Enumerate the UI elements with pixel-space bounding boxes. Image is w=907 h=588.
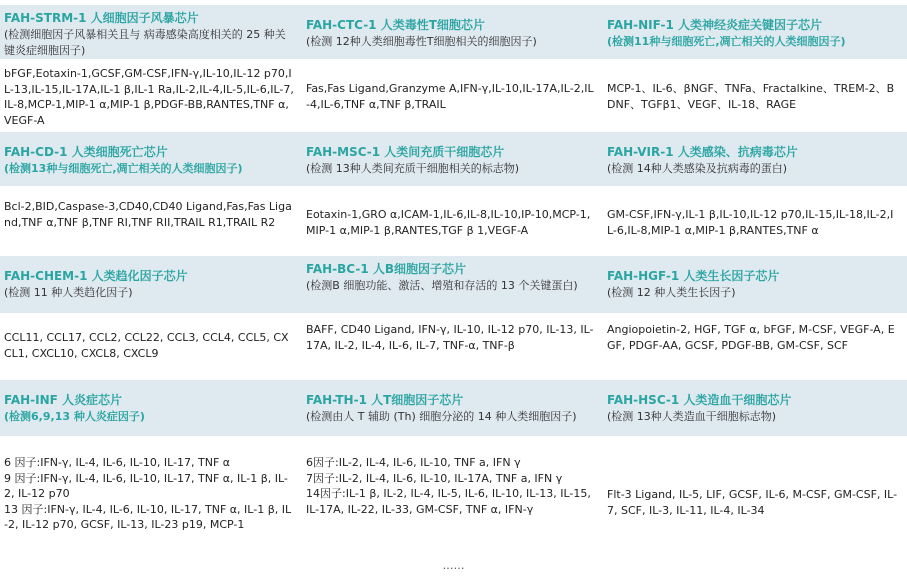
chip-header-cell bbox=[0, 256, 302, 313]
analyte-list bbox=[603, 313, 907, 380]
continuation-ellipsis: …… bbox=[442, 559, 465, 572]
analyte-line: Fas,Fas Ligand,Granzyme A,IFN-γ,IL-10,IL-17A,IL-2,IL-4,IL-6,TNF α,TNF β,TRAIL bbox=[306, 82, 594, 111]
analyte-list bbox=[603, 436, 907, 554]
chip-title: FAH-CHEM-1 人类趋化因子芯片 bbox=[4, 269, 188, 283]
chip-subtitle: (检测 14种人类感染及抗病毒的蛋白) bbox=[607, 162, 788, 175]
chip-header-cell bbox=[603, 132, 907, 186]
analyte-line: Eotaxin-1,GRO α,ICAM-1,IL-6,IL-8,IL-10,IP-10,MCP-1,MIP-1 α,MIP-1 β,RANTES,TGF β 1,VEGF-A bbox=[306, 208, 591, 237]
analyte-list bbox=[0, 59, 302, 132]
chip-title: FAH-CTC-1 人类毒性T细胞芯片 bbox=[306, 18, 485, 32]
analyte-line: 14因子:IL-1 β, IL-2, IL-4, IL-5, IL-6, IL-10, IL-13, IL-15, IL-17A, IL-22, IL-33, GM-CSF, TNF α, IFN-γ bbox=[306, 487, 591, 516]
analyte-line: BAFF, CD40 Ligand, IFN-γ, IL-10, IL-12 p70, IL-13, IL-17A, IL-2, IL-4, IL-6, IL-7, TNF-α, TNF-β bbox=[306, 323, 594, 352]
chip-title: FAH-STRM-1 人细胞因子风暴芯片 bbox=[4, 11, 199, 25]
chip-title: FAH-VIR-1 人类感染、抗病毒芯片 bbox=[607, 145, 798, 159]
analyte-list bbox=[302, 59, 603, 132]
analyte-line: 6因子:IL-2, IL-4, IL-6, IL-10, TNF a, IFN γ bbox=[306, 456, 521, 469]
chip-header-cell bbox=[0, 380, 302, 436]
chip-subtitle: (检测11种与细胞死亡,凋亡相关的人类细胞因子) bbox=[607, 35, 846, 48]
analyte-line: Flt-3 Ligand, IL-5, LIF, GCSF, IL-6, M-CSF, GM-CSF, IL-7, SCF, IL-3, IL-11, IL-4, IL-34 bbox=[607, 488, 898, 517]
analyte-list bbox=[0, 313, 302, 380]
analyte-line: 9 因子:IFN-γ, IL-4, IL-6, IL-10, IL-17, TNF α, IL-1 β, IL-2, IL-12 p70 bbox=[4, 471, 288, 501]
analyte-line: Angiopoietin-2, HGF, TGF α, bFGF, M-CSF, VEGF-A, EGF, PDGF-AA, GCSF, PDGF-BB, GM-CSF, SCF bbox=[607, 323, 895, 352]
chip-subtitle: (检测13种与细胞死亡,凋亡相关的人类细胞因子) bbox=[4, 162, 243, 175]
chip-subtitle: (检测 13种人类造血干细胞标志物) bbox=[607, 410, 777, 423]
chip-title: FAH-TH-1 人T细胞因子芯片 bbox=[306, 393, 464, 407]
chip-subtitle: (检测B 细胞功能、激活、增殖和存活的 13 个关键蛋白) bbox=[306, 279, 578, 292]
chip-header-cell bbox=[302, 5, 603, 59]
chip-title: FAH-MSC-1 人类间充质干细胞芯片 bbox=[306, 145, 505, 159]
analyte-line: GM-CSF,IFN-γ,IL-1 β,IL-10,IL-12 p70,IL-15,IL-18,IL-2,IL-6,IL-8,MIP-1 α,MIP-1 β,RANTES,TNF α bbox=[607, 208, 894, 237]
chip-header-cell bbox=[0, 132, 302, 186]
header-row bbox=[0, 256, 907, 313]
chip-title: FAH-HSC-1 人类造血干细胞芯片 bbox=[607, 393, 792, 407]
chip-title: FAH-NIF-1 人类神经炎症关键因子芯片 bbox=[607, 18, 822, 32]
chip-header-cell bbox=[302, 132, 603, 186]
analyte-list bbox=[0, 436, 302, 554]
chip-title: FAH-CD-1 人类细胞死亡芯片 bbox=[4, 145, 168, 159]
chip-header-cell bbox=[603, 5, 907, 59]
chip-subtitle: (检测 12种人类细胞毒性T细胞相关的细胞因子) bbox=[306, 35, 537, 48]
analyte-list bbox=[302, 436, 603, 554]
header-row bbox=[0, 5, 907, 59]
analyte-line: 7因子:IL-2, IL-4, IL-6, IL-10, IL-17A, TNF a, IFN γ bbox=[306, 471, 563, 485]
analyte-list bbox=[302, 313, 603, 380]
analyte-line: bFGF,Eotaxin-1,GCSF,GM-CSF,IFN-γ,IL-10,IL-12 p70,IL-13,IL-15,IL-17A,IL-1 β,IL-1 Ra,IL-2,IL-4,IL-5,IL-6,IL-7,IL-8,MCP-1,MIP-1 α,MIP-1 β,PDGF-BB,RANTES,TNF α,VEGF-A bbox=[4, 67, 294, 127]
chip-subtitle: (检测 13种人类间充质干细胞相关的标志物) bbox=[306, 162, 520, 175]
analyte-list bbox=[603, 59, 907, 132]
chip-header-cell bbox=[0, 5, 302, 59]
body-row bbox=[0, 313, 907, 380]
body-row bbox=[0, 436, 907, 554]
chip-subtitle: (检测 12 种人类生长因子) bbox=[607, 286, 736, 299]
analyte-line: CCL11, CCL17, CCL2, CCL22, CCL3, CCL4, CCL5, CXCL1, CXCL10, CXCL8, CXCL9 bbox=[4, 331, 289, 360]
chip-header-cell bbox=[603, 380, 907, 436]
analyte-line: 6 因子:IFN-γ, IL-4, IL-6, IL-10, IL-17, TNF α bbox=[4, 456, 231, 469]
chip-header-cell bbox=[603, 256, 907, 313]
chip-header-cell bbox=[302, 256, 603, 313]
analyte-line: 13 因子:IFN-γ, IL-4, IL-6, IL-10, IL-17, TNF α, IL-1 β, IL-2, IL-12 p70, GCSF, IL-13, IL-23 p19, MCP-1 bbox=[4, 502, 292, 532]
analyte-line: MCP-1、IL-6、βNGF、TNFa、Fractalkine、TREM-2、BDNF、TGFβ1、VEGF、IL-18、RAGE bbox=[607, 82, 895, 111]
body-row bbox=[0, 186, 907, 256]
body-row bbox=[0, 59, 907, 132]
chip-subtitle: (检测6,9,13 种人炎症因子) bbox=[4, 410, 145, 423]
chip-title: FAH-HGF-1 人类生长因子芯片 bbox=[607, 269, 780, 283]
chip-subtitle: (检测由人 T 辅助 (Th) 细胞分泌的 14 种人类细胞因子) bbox=[306, 410, 577, 423]
analyte-list bbox=[302, 186, 603, 256]
chip-title: FAH-BC-1 人B细胞因子芯片 bbox=[306, 262, 467, 276]
chip-title: FAH-INF 人炎症芯片 bbox=[4, 393, 123, 407]
header-row bbox=[0, 132, 907, 186]
header-row bbox=[0, 380, 907, 436]
chip-header-cell bbox=[302, 380, 603, 436]
chip-subtitle: (检测 11 种人类趋化因子) bbox=[4, 286, 133, 299]
analyte-list bbox=[0, 186, 302, 256]
analyte-list bbox=[603, 186, 907, 256]
analyte-line: Bcl-2,BID,Caspase-3,CD40,CD40 Ligand,Fas,Fas Ligand,TNF α,TNF β,TNF RI,TNF RII,TRAIL R1,TRAIL R2 bbox=[4, 200, 292, 229]
chip-subtitle: (检测细胞因子风暴相关且与 病毒感染高度相关的 25 种关键炎症细胞因子) bbox=[4, 28, 286, 57]
